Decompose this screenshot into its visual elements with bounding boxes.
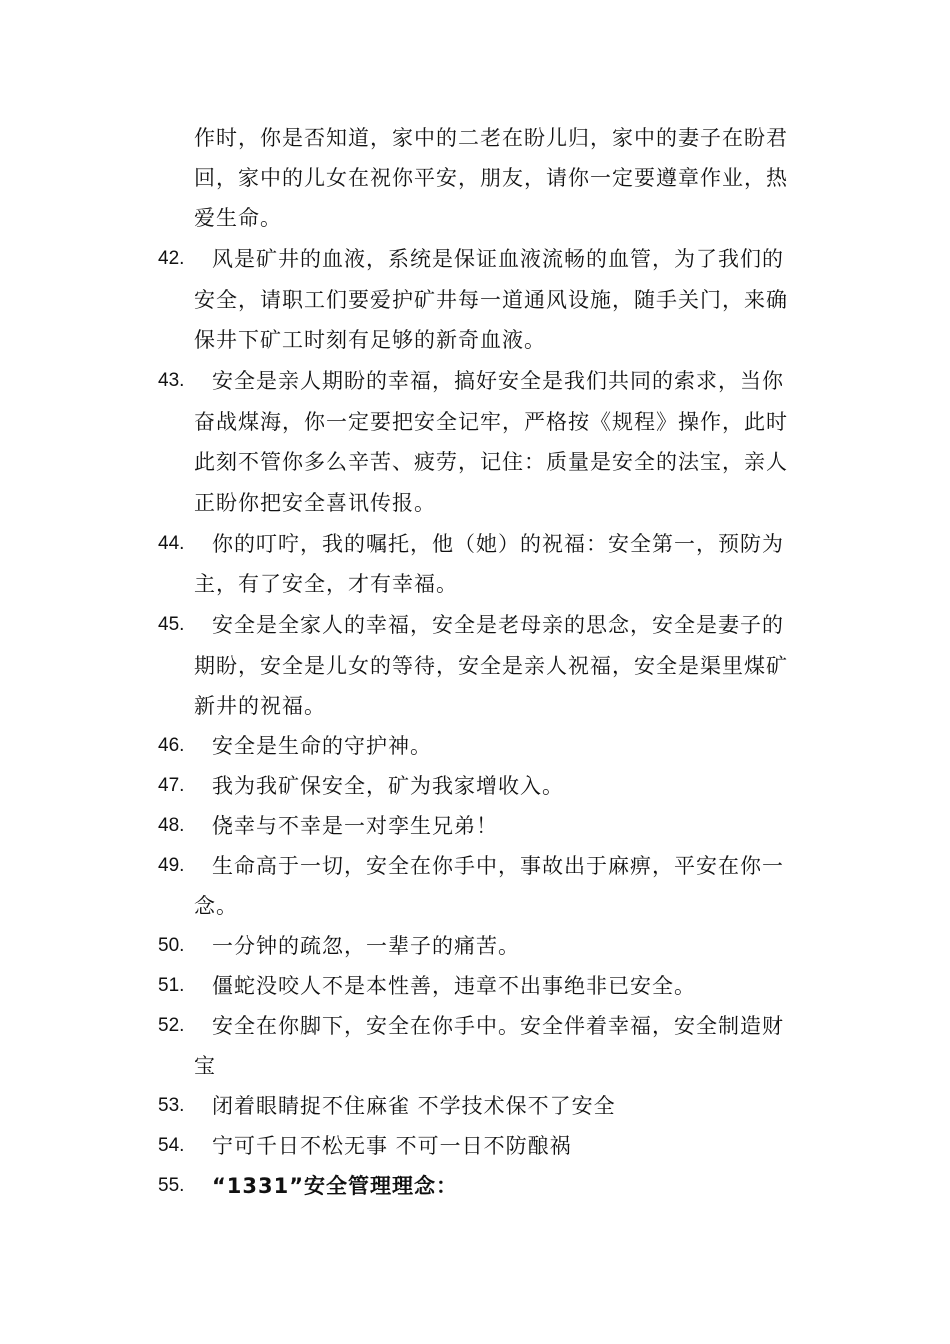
item-text-line: 僵蛇没咬人不是本性善，违章不出事绝非已安全。 [212, 974, 696, 998]
item-number: 44. [158, 533, 185, 554]
item-text-line: 主，有了安全，才有幸福。 [194, 572, 458, 596]
item-text-line: 念。 [194, 894, 238, 918]
item-number: 42. [158, 248, 185, 269]
item-number: 46. [158, 735, 185, 756]
item-number: 43. [158, 370, 185, 391]
item-text-line: 新井的祝福。 [194, 694, 326, 718]
text-line: 爱生命。 [194, 206, 282, 230]
item-text-line: 你的叮咛，我的嘱托，他（她）的祝福：安全第一，预防为 [212, 532, 784, 556]
item-number: 47. [158, 775, 185, 796]
item-number: 50. [158, 935, 185, 956]
item-text-line: 一分钟的疏忽，一辈子的痛苦。 [212, 934, 520, 958]
item-text-line: 安全，请职工们要爱护矿井每一道通风设施，随手关门，来确 [194, 288, 788, 312]
item-text-line: 期盼，安全是儿女的等待，安全是亲人祝福，安全是渠里煤矿 [194, 654, 788, 678]
item-number: 48. [158, 815, 185, 836]
item-text-line: 安全是生命的守护神。 [212, 734, 432, 758]
item-text-line: 我为我矿保安全，矿为我家增收入。 [212, 774, 564, 798]
item-text-line: 此刻不管你多么辛苦、疲劳，记住：质量是安全的法宝，亲人 [194, 450, 788, 474]
item-number: 49. [158, 855, 185, 876]
item-text-line: 闭着眼睛捉不住麻雀 不学技术保不了安全 [212, 1094, 616, 1118]
item-number: 55. [158, 1175, 185, 1196]
item-text-line: 奋战煤海，你一定要把安全记牢，严格按《规程》操作，此时 [194, 410, 788, 434]
item-text-line: 安全在你脚下，安全在你手中。安全伴着幸福，安全制造财 [212, 1014, 784, 1038]
item-text-line: 侥幸与不幸是一对孪生兄弟！ [212, 814, 498, 838]
item-text-line: 宁可千日不松无事 不可一日不防酿祸 [212, 1134, 572, 1158]
item-number: 53. [158, 1095, 185, 1116]
item-text-line: 保井下矿工时刻有足够的新奇血液。 [194, 328, 546, 352]
text-line: 回，家中的儿女在祝你平安，朋友，请你一定要遵章作业，热 [194, 166, 788, 190]
item-text-line: “1331”安全管理理念： [212, 1174, 459, 1198]
item-text-line: 生命高于一切，安全在你手中，事故出于麻痹，平安在你一 [212, 854, 784, 878]
item-text-line: 安全是全家人的幸福，安全是老母亲的思念，安全是妻子的 [212, 613, 784, 637]
item-number: 51. [158, 975, 185, 996]
item-number: 54. [158, 1135, 185, 1156]
item-number: 52. [158, 1015, 185, 1036]
item-text-line: 风是矿井的血液，系统是保证血液流畅的血管，为了我们的 [212, 247, 784, 271]
item-text-line: 正盼你把安全喜讯传报。 [194, 491, 436, 515]
text-line: 作时，你是否知道，家中的二老在盼儿归，家中的妻子在盼君 [194, 126, 788, 150]
item-text-line: 安全是亲人期盼的幸福，搞好安全是我们共同的索求，当你 [212, 369, 784, 393]
item-number: 45. [158, 614, 185, 635]
item-text-line: 宝 [194, 1054, 216, 1078]
